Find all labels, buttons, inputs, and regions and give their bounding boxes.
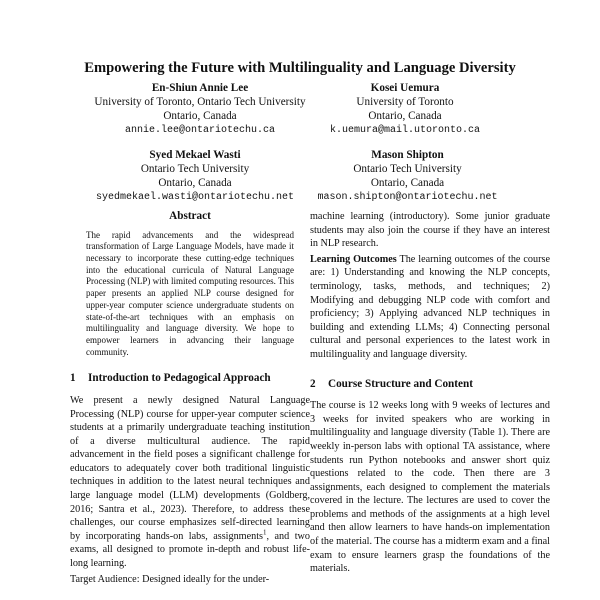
author-name: Syed Mekael Wasti bbox=[149, 149, 241, 161]
author-name: En-Shiun Annie Lee bbox=[151, 82, 249, 94]
section-number: 2 bbox=[310, 377, 316, 390]
section-number: 1 bbox=[70, 372, 76, 385]
learning-outcomes-text: The learning outcomes of the course are: 1) Understanding and knowing the NLP concepts, terminology, tasks, methods, and techniques; 2) Modifying and debugging NLP code with comfort and proficiency; 3) Applying advanced NLP techniques in building and extending LLMs; 4) Connecting personal cultural and personal experiences to the latest work in multilinguality and language diversity. bbox=[310, 253, 550, 360]
author-name: Mason Shipton bbox=[371, 149, 444, 161]
author-location: Ontario, Canada bbox=[370, 177, 445, 190]
author-location: Ontario, Canada bbox=[368, 110, 442, 123]
section-1-body bbox=[70, 394, 310, 571]
author-affiliation: Ontario Tech University bbox=[353, 163, 462, 176]
section-title: Introduction to Pedagogical Approach bbox=[88, 372, 271, 385]
author-2 bbox=[290, 81, 520, 138]
author-4 bbox=[295, 148, 520, 205]
author-email: mason.shipton@ontariotechu.net bbox=[317, 191, 498, 203]
author-email: syedmekael.wasti@ontariotechu.net bbox=[95, 191, 295, 203]
target-audience-text: Target Audience: Designed ideally for the under- bbox=[70, 573, 270, 585]
body-text: We present a newly designed Natural Language Processing (NLP) course for upper-year computer science students at a primarily undergraduate teaching institution of a diverse multicultural audience. The rapid advancement in the field poses a significant challenge for educators to adequately cover both traditional linguistic techniques in addition to the latest neural techniques and large language model (LLM) developments (Goldberg, 2016; Santra et al., 2023). Therefore, to address these challenges, our course emphasizes self-directed learning by incorporating hands-on labs, assignments bbox=[70, 394, 310, 542]
author-location: Ontario, Canada bbox=[158, 177, 232, 190]
section-2-body: The course is 12 weeks long with 9 weeks of lectures and 3 weeks for invited speakers who are working in multilinguality and language diversity (Table 1). There are weekly in-person labs with optional TA assistance, where students run Python notebooks and answer short quiz questions related to the code. Then there are 3 assignments, each designed to complement the materials covered in the lecture. The lectures are used to cover the problems and methods of the assignments at a high level and then allow learners to have hands-on implementation of the material. The course has a midterm exam and a final exam to ensure learners grasp the foundations of the materials. bbox=[310, 400, 550, 575]
paper-title: Empowering the Future with Multilinguality and Language Diversity bbox=[84, 60, 516, 76]
section-1-heading bbox=[70, 372, 310, 386]
author-email: k.uemura@mail.utoronto.ca bbox=[329, 124, 481, 136]
footnote-mark[interactable]: 1 bbox=[263, 528, 267, 537]
section-2-heading bbox=[310, 378, 550, 392]
left-column bbox=[70, 210, 310, 586]
author-affiliation: University of Toronto bbox=[356, 96, 454, 109]
section-title: Course Structure and Content bbox=[328, 377, 473, 390]
abstract-text: The rapid advancements and the widespread transformation of Large Language Models, have made it necessary to incorporate these cutting-edge techniques into the educational curricula of Natural Language Processing (NLP) with limited computing resources. This paper presents an applied NLP course designed for upper-year computer science undergraduate students on state-of-the-art techniques with an emphasis on multilinguality and language diversity. We hope to empower learners in advancing their language community. bbox=[86, 229, 294, 357]
abstract-heading: Abstract bbox=[169, 210, 211, 222]
author-1 bbox=[80, 81, 320, 138]
learning-outcomes-label: Learning Outcomes bbox=[310, 253, 397, 265]
author-email: annie.lee@ontariotechu.ca bbox=[124, 124, 276, 136]
author-affiliation: University of Toronto, Ontario Tech University bbox=[94, 96, 306, 109]
author-location: Ontario, Canada bbox=[163, 110, 237, 123]
continuation-text: machine learning (introductory). Some junior graduate students may also join the course if they have an interest in NLP research. bbox=[310, 211, 550, 250]
right-column bbox=[310, 210, 550, 576]
learning-outcomes bbox=[310, 253, 550, 362]
author-name: Kosei Uemura bbox=[370, 82, 440, 94]
author-3 bbox=[80, 148, 310, 205]
body-text: , and two exams, all designed to promote in-depth and robust life-long learning. bbox=[70, 530, 310, 570]
author-affiliation: Ontario Tech University bbox=[140, 163, 250, 176]
